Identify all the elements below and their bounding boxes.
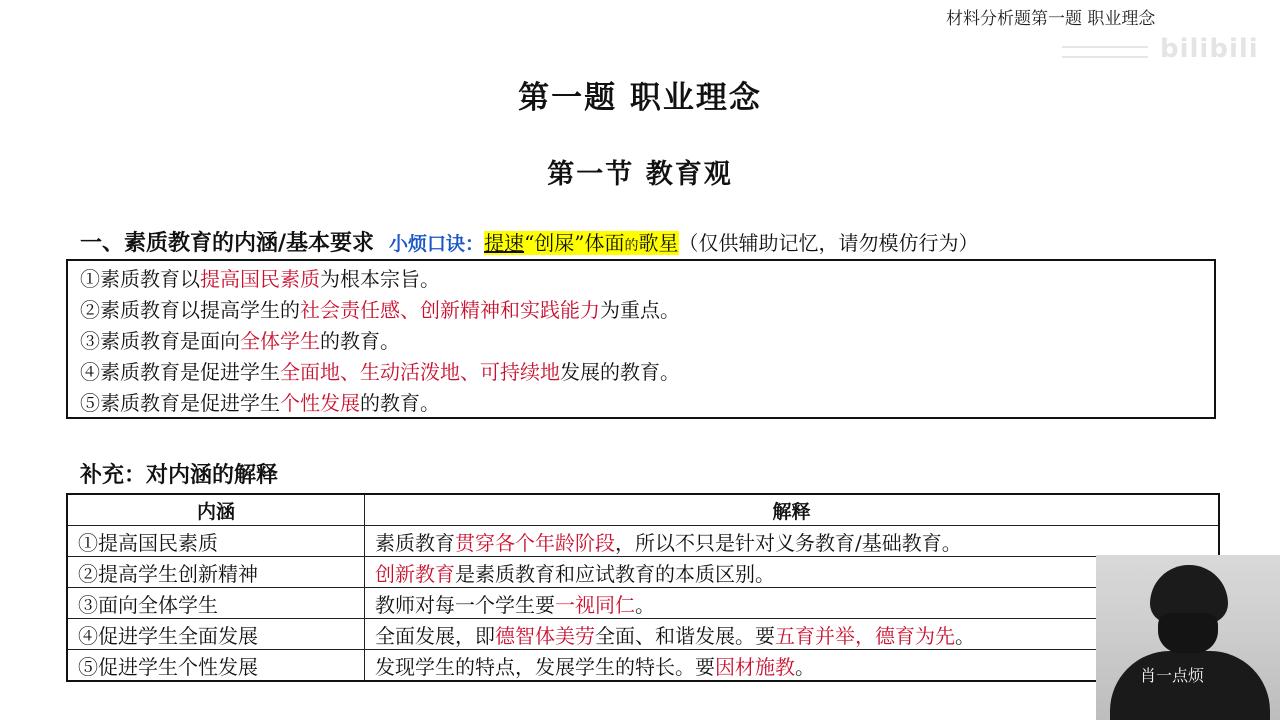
mnemonic-mid: “创屎”体面 — [524, 231, 625, 255]
cell-text: ，所以不只是针对义务教育/基础教育。 — [615, 530, 962, 555]
requirement-item — [80, 264, 1214, 295]
cell-highlight: 因材施教 — [715, 654, 795, 679]
heading-quality-education — [80, 226, 979, 257]
cell-connotation: ①提高国民素质 — [67, 526, 365, 557]
watermark-decoration — [1062, 46, 1148, 58]
cell-highlight: 贯穿各个年龄阶段 — [455, 530, 615, 555]
heading-label: 一、素质教育的内涵/基本要求 — [80, 231, 375, 256]
requirement-highlight: 全面地、生动活泼地、可持续地 — [280, 360, 560, 384]
requirement-item — [80, 295, 1214, 326]
section-title: 第一节 教育观 — [547, 159, 733, 190]
cell-text: 。 — [795, 654, 815, 679]
requirement-highlight: 全体学生 — [240, 329, 320, 353]
column-header-explanation: 解释 — [365, 494, 1220, 526]
mnemonic-note: （仅供辅助记忆，请勿模仿行为） — [678, 231, 979, 255]
requirement-text: ①素质教育以 — [80, 267, 200, 291]
table-row — [67, 650, 1219, 682]
cell-connotation: ②提高学生创新精神 — [67, 557, 365, 588]
mnemonic-end: 歌星 — [638, 231, 679, 255]
header-subtitle: 材料分析题第一题 职业理念 — [946, 9, 1156, 29]
requirement-item — [80, 357, 1214, 388]
cell-highlight: 一视同仁 — [555, 592, 635, 617]
webcam-overlay — [1096, 555, 1280, 720]
cell-text: 是素质教育和应试教育的本质区别。 — [455, 561, 775, 586]
requirement-text: ③素质教育是面向 — [80, 329, 240, 353]
cell-text: 全面发展，即 — [375, 623, 495, 648]
table-row — [67, 619, 1219, 650]
cell-explanation — [365, 650, 1220, 682]
requirements-box — [66, 259, 1216, 419]
requirement-text: ②素质教育以提高学生的 — [80, 298, 300, 322]
requirement-text: 为重点。 — [600, 298, 680, 322]
table-row — [67, 526, 1219, 557]
cell-connotation: ⑤促进学生个性发展 — [67, 650, 365, 682]
requirement-text: 为根本宗旨。 — [320, 267, 440, 291]
cell-highlight: 德智体美劳 — [495, 623, 595, 648]
table-row — [67, 588, 1219, 619]
explanation-table — [66, 493, 1220, 682]
requirement-text: ④素质教育是促进学生 — [80, 360, 280, 384]
cell-explanation — [365, 557, 1220, 588]
webcam-caption: 肖一点烦 — [1140, 666, 1205, 685]
cell-text: 发现学生的特点，发展学生的特长。要 — [375, 654, 715, 679]
mnemonic-small: 的 — [624, 238, 639, 254]
mnemonic-underlined: 提速 — [484, 231, 525, 255]
requirement-highlight: 社会责任感、创新精神和实践能力 — [300, 298, 600, 322]
cell-text: 教师对每一个学生要 — [375, 592, 555, 617]
cell-text: 全面、和谐发展。要 — [595, 623, 775, 648]
requirement-item — [80, 326, 1214, 357]
bilibili-watermark-logo: bilibili — [1160, 34, 1259, 64]
cell-connotation: ④促进学生全面发展 — [67, 619, 365, 650]
requirement-highlight: 提高国民素质 — [200, 267, 320, 291]
cell-text: 。 — [635, 592, 655, 617]
supplement-title: 补充：对内涵的解释 — [80, 463, 279, 488]
page-title: 第一题 职业理念 — [518, 80, 762, 116]
mnemonic-highlight — [484, 231, 678, 255]
table-row — [67, 557, 1219, 588]
cell-explanation — [365, 526, 1220, 557]
cell-connotation: ③面向全体学生 — [67, 588, 365, 619]
presenter-mask — [1158, 613, 1218, 653]
requirement-text: 的教育。 — [360, 391, 440, 415]
mnemonic-label: 小烦口诀： — [389, 233, 485, 255]
requirement-text: 发展的教育。 — [560, 360, 680, 384]
cell-text: 素质教育 — [375, 530, 455, 555]
cell-highlight: 创新教育 — [375, 561, 455, 586]
requirement-text: 的教育。 — [320, 329, 400, 353]
requirement-item — [80, 388, 1214, 419]
requirement-text: ⑤素质教育是促进学生 — [80, 391, 280, 415]
table-header-row — [67, 494, 1219, 526]
requirement-highlight: 个性发展 — [280, 391, 360, 415]
cell-text: 。 — [955, 623, 975, 648]
cell-highlight: 五育并举，德育为先 — [775, 623, 955, 648]
cell-explanation — [365, 619, 1220, 650]
cell-explanation — [365, 588, 1220, 619]
column-header-connotation: 内涵 — [67, 494, 365, 526]
